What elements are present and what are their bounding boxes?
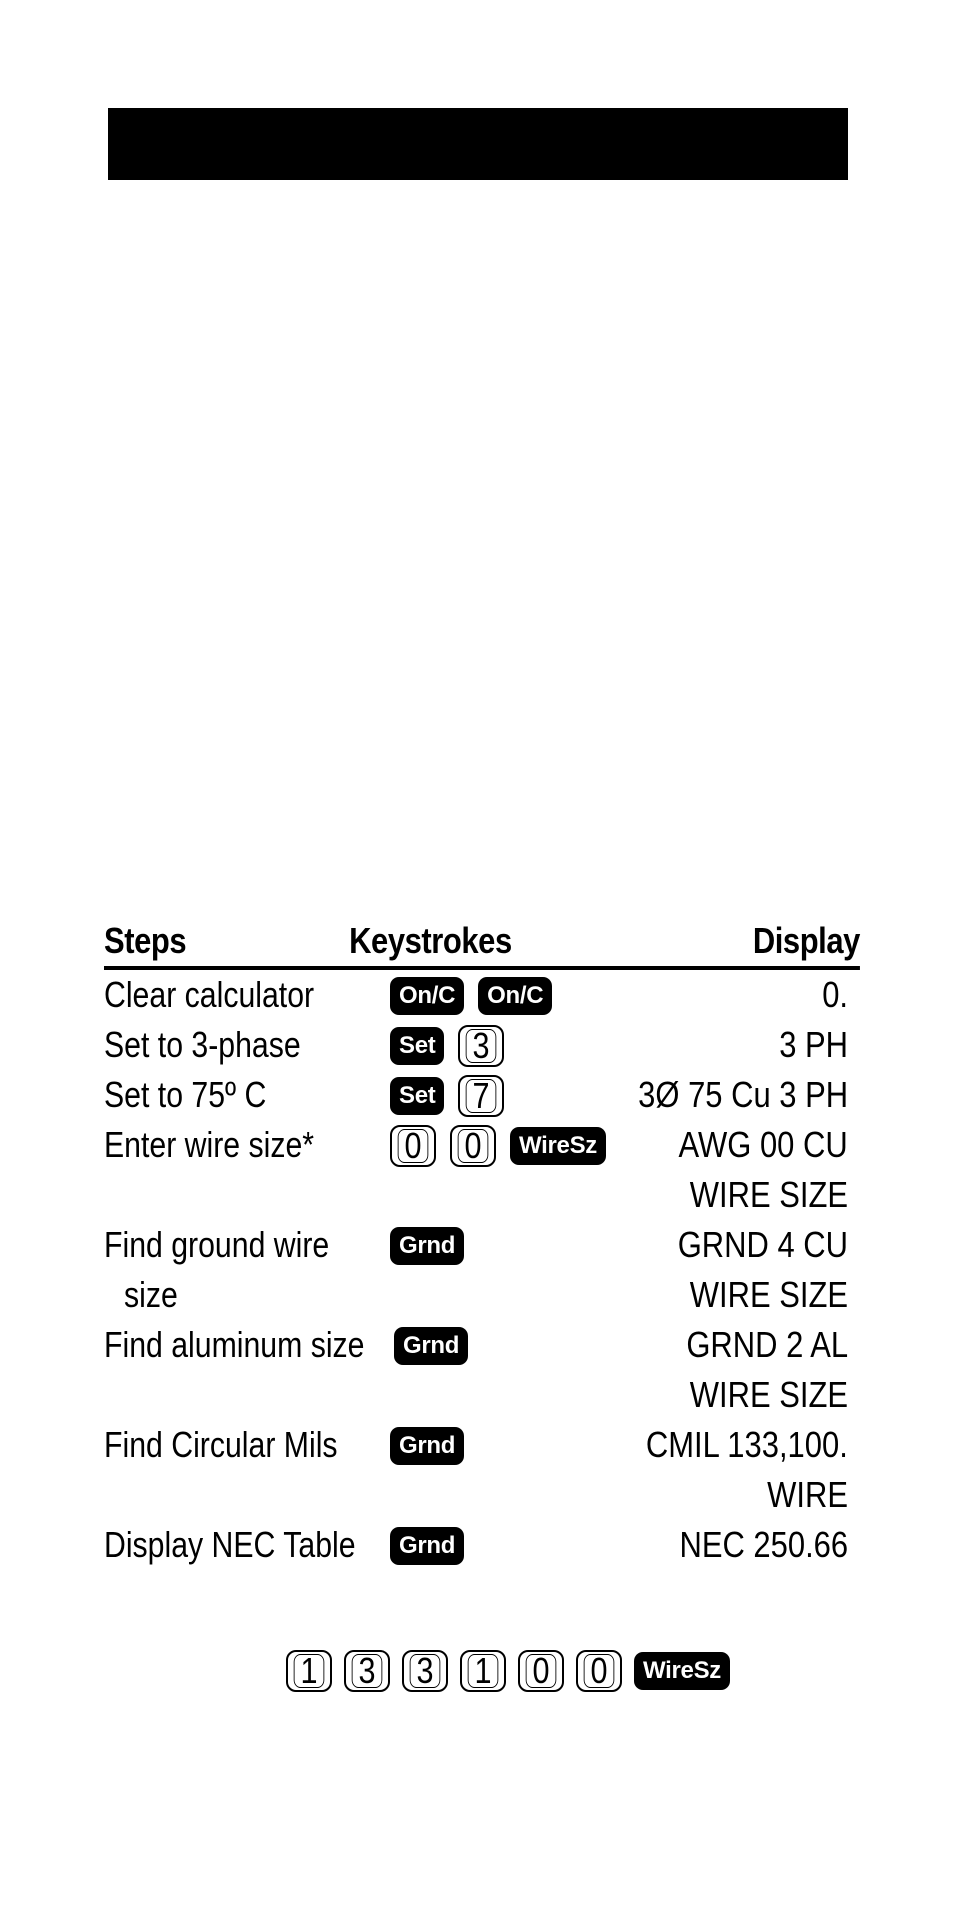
display-value-line2: WIRE [767,1474,848,1515]
digit-key-0[interactable] [390,1125,436,1167]
keystrokes [390,1126,606,1166]
set-key[interactable]: Set [390,1077,444,1115]
keystroke-table [104,916,860,1570]
set-key[interactable]: Set [390,1027,444,1065]
digit-label: 3 [466,1029,497,1063]
digit-label: 0 [584,1654,615,1688]
digit-key-1[interactable] [460,1650,506,1692]
display-value: GRND 2 AL [686,1324,848,1365]
digit-label: 1 [468,1654,499,1688]
keystrokes [390,1026,504,1066]
display-value: GRND 4 CU [677,1224,848,1265]
header-keystrokes: Keystrokes [349,920,512,961]
digit-label: 3 [352,1654,383,1688]
step-label: Set to 75º C [104,1074,267,1115]
table-row [104,1220,860,1270]
step-label: Enter wire size* [104,1124,315,1165]
digit-key-7[interactable] [458,1075,504,1117]
display-value: NEC 250.66 [679,1524,848,1565]
display-value-line2: WIRE SIZE [689,1374,848,1415]
step-label: Find ground wire [104,1224,330,1265]
table-row [104,1020,860,1070]
on-c-key[interactable]: On/C [390,977,464,1015]
step-label: Find aluminum size [104,1324,365,1365]
grnd-key[interactable]: Grnd [390,1227,464,1265]
digit-key-3[interactable] [402,1650,448,1692]
table-row-continuation [104,1470,860,1520]
step-label: Set to 3-phase [104,1024,301,1065]
table-row-continuation [104,1270,860,1320]
table-row [104,1070,860,1120]
table-row [104,970,860,1020]
wiresz-key[interactable]: WireSz [510,1127,606,1165]
table-row [104,1420,860,1470]
display-value: AWG 00 CU [678,1124,848,1165]
keystrokes [390,976,552,1016]
display-value-line2: WIRE SIZE [689,1174,848,1215]
on-c-key[interactable]: On/C [478,977,552,1015]
header-display: Display [752,920,860,961]
digit-label: 1 [294,1654,325,1688]
header-bar [108,108,848,180]
digit-label: 3 [410,1654,441,1688]
step-label: Display NEC Table [104,1524,356,1565]
table-row-continuation [104,1370,860,1420]
digit-label: 0 [526,1654,557,1688]
grnd-key[interactable]: Grnd [390,1527,464,1565]
step-label: Clear calculator [104,974,315,1015]
digit-key-1[interactable] [286,1650,332,1692]
display-value: 3 PH [779,1024,848,1065]
grnd-key[interactable]: Grnd [390,1427,464,1465]
keystrokes [390,1526,464,1566]
table-row [104,1320,860,1370]
display-value-line2: WIRE SIZE [689,1274,848,1315]
header-steps: Steps [104,920,187,961]
digit-key-0[interactable] [450,1125,496,1167]
step-label-line2: size [124,1274,178,1315]
display-value: 3Ø 75 Cu 3 PH [638,1074,848,1115]
digit-key-0[interactable] [518,1650,564,1692]
table-row-continuation [104,1170,860,1220]
table-header [104,916,860,970]
grnd-key[interactable]: Grnd [394,1327,468,1365]
keystrokes [390,1426,464,1466]
table-row [104,1520,860,1570]
digit-label: 7 [466,1079,497,1113]
wiresz-key[interactable]: WireSz [634,1652,730,1690]
digit-key-3[interactable] [344,1650,390,1692]
keystrokes [390,1076,504,1116]
example-keystrokes [286,1650,730,1692]
keystrokes [390,1226,464,1266]
digit-key-0[interactable] [576,1650,622,1692]
step-label: Find Circular Mils [104,1424,338,1465]
display-value: 0. [822,974,848,1015]
digit-label: 0 [398,1129,429,1163]
digit-label: 0 [458,1129,489,1163]
display-value: CMIL 133,100. [646,1424,848,1465]
keystrokes [394,1326,468,1366]
table-row [104,1120,860,1170]
digit-key-3[interactable] [458,1025,504,1067]
